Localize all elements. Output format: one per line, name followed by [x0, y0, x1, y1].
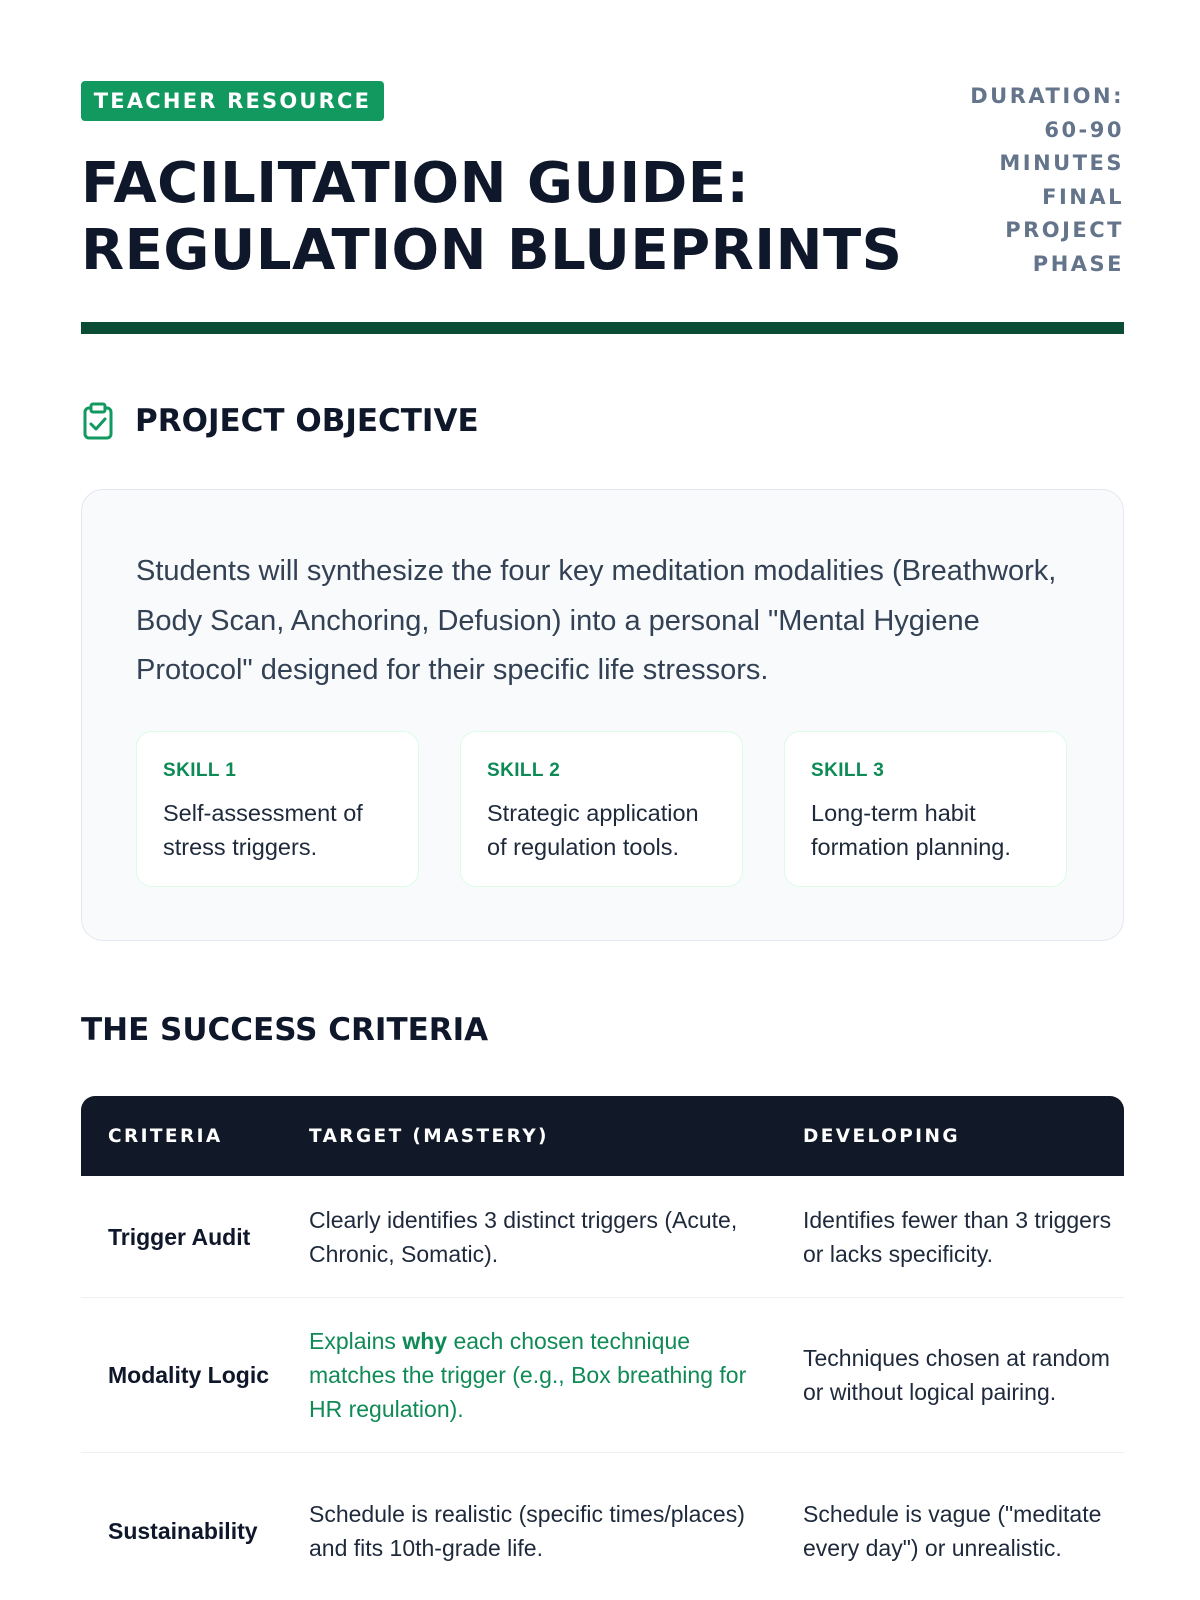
title-line-2: REGULATION BLUEPRINTS: [81, 218, 903, 283]
meta-line: PHASE: [1032, 251, 1124, 276]
table-row: [81, 1298, 1124, 1453]
facilitation-guide-page: [81, 0, 1124, 1561]
page-title: [81, 150, 961, 284]
skill-card-1: [136, 731, 419, 887]
project-objective-label: PROJECT OBJECTIVE: [135, 403, 479, 439]
skill-text: Strategic application of regulation tools.: [487, 800, 699, 860]
table-row: [81, 1453, 1124, 1600]
skill-card-2: [460, 731, 743, 887]
meta-line: PROJECT: [1005, 218, 1124, 242]
table-row: [81, 1176, 1124, 1298]
project-objective-heading: [81, 402, 479, 440]
objective-card: [81, 489, 1124, 941]
teacher-resource-badge: TEACHER RESOURCE: [81, 81, 384, 121]
skill-label: SKILL 3: [811, 760, 885, 781]
target-cell: Clearly identifies 3 distinct triggers (Acute, Chronic, Somatic).: [309, 1206, 738, 1267]
target-text-pre: Explains: [309, 1328, 403, 1354]
meta-line: MINUTES: [999, 151, 1124, 175]
target-text-post: each chosen technique matches the trigger (e.g., Box breathing for HR regulation).: [309, 1328, 747, 1422]
developing-cell: Techniques chosen at random or without logical pairing.: [803, 1345, 1110, 1405]
column-header-criteria: CRITERIA: [108, 1125, 223, 1147]
meta-line: DURATION:: [970, 84, 1124, 108]
target-cell: [309, 1298, 764, 1452]
success-criteria-table: [81, 1096, 1124, 1600]
objective-text: Students will synthesize the four key meditation modalities (Breathwork, Body Scan, Anchoring, Defusion) into a personal "Mental Hygiene Protocol" designed for their specific life stressors.: [136, 555, 1057, 686]
skill-label: SKILL 1: [163, 760, 237, 781]
title-line-1: FACILITATION GUIDE:: [81, 151, 750, 216]
meta-line: 60-90: [1044, 117, 1124, 142]
criteria-cell: Trigger Audit: [108, 1223, 251, 1250]
duration-meta: [964, 80, 1124, 281]
skill-text: Self-assessment of stress triggers.: [163, 800, 363, 860]
target-text-emphasis: why: [402, 1328, 448, 1354]
skill-label: SKILL 2: [487, 760, 561, 781]
skill-card-3: [784, 731, 1067, 887]
column-header-target: TARGET (MASTERY): [309, 1125, 549, 1147]
developing-cell: Schedule is vague ("meditate every day") or unrealistic.: [803, 1500, 1102, 1561]
criteria-cell: Sustainability: [108, 1517, 258, 1544]
table-header: [81, 1096, 1124, 1176]
skill-text: Long-term habit formation planning.: [811, 800, 1011, 860]
column-header-developing: DEVELOPING: [803, 1125, 960, 1147]
meta-line: FINAL: [1042, 184, 1124, 209]
criteria-cell: Modality Logic: [108, 1362, 269, 1388]
page-header: [81, 0, 1124, 340]
success-criteria-heading: THE SUCCESS CRITERIA: [81, 1012, 489, 1048]
developing-cell: Identifies fewer than 3 triggers or lacks specificity.: [803, 1206, 1112, 1267]
clipboard-check-icon: [81, 402, 115, 440]
header-divider: [81, 322, 1124, 334]
target-cell: Schedule is realistic (specific times/places) and fits 10th-grade life.: [309, 1500, 745, 1561]
